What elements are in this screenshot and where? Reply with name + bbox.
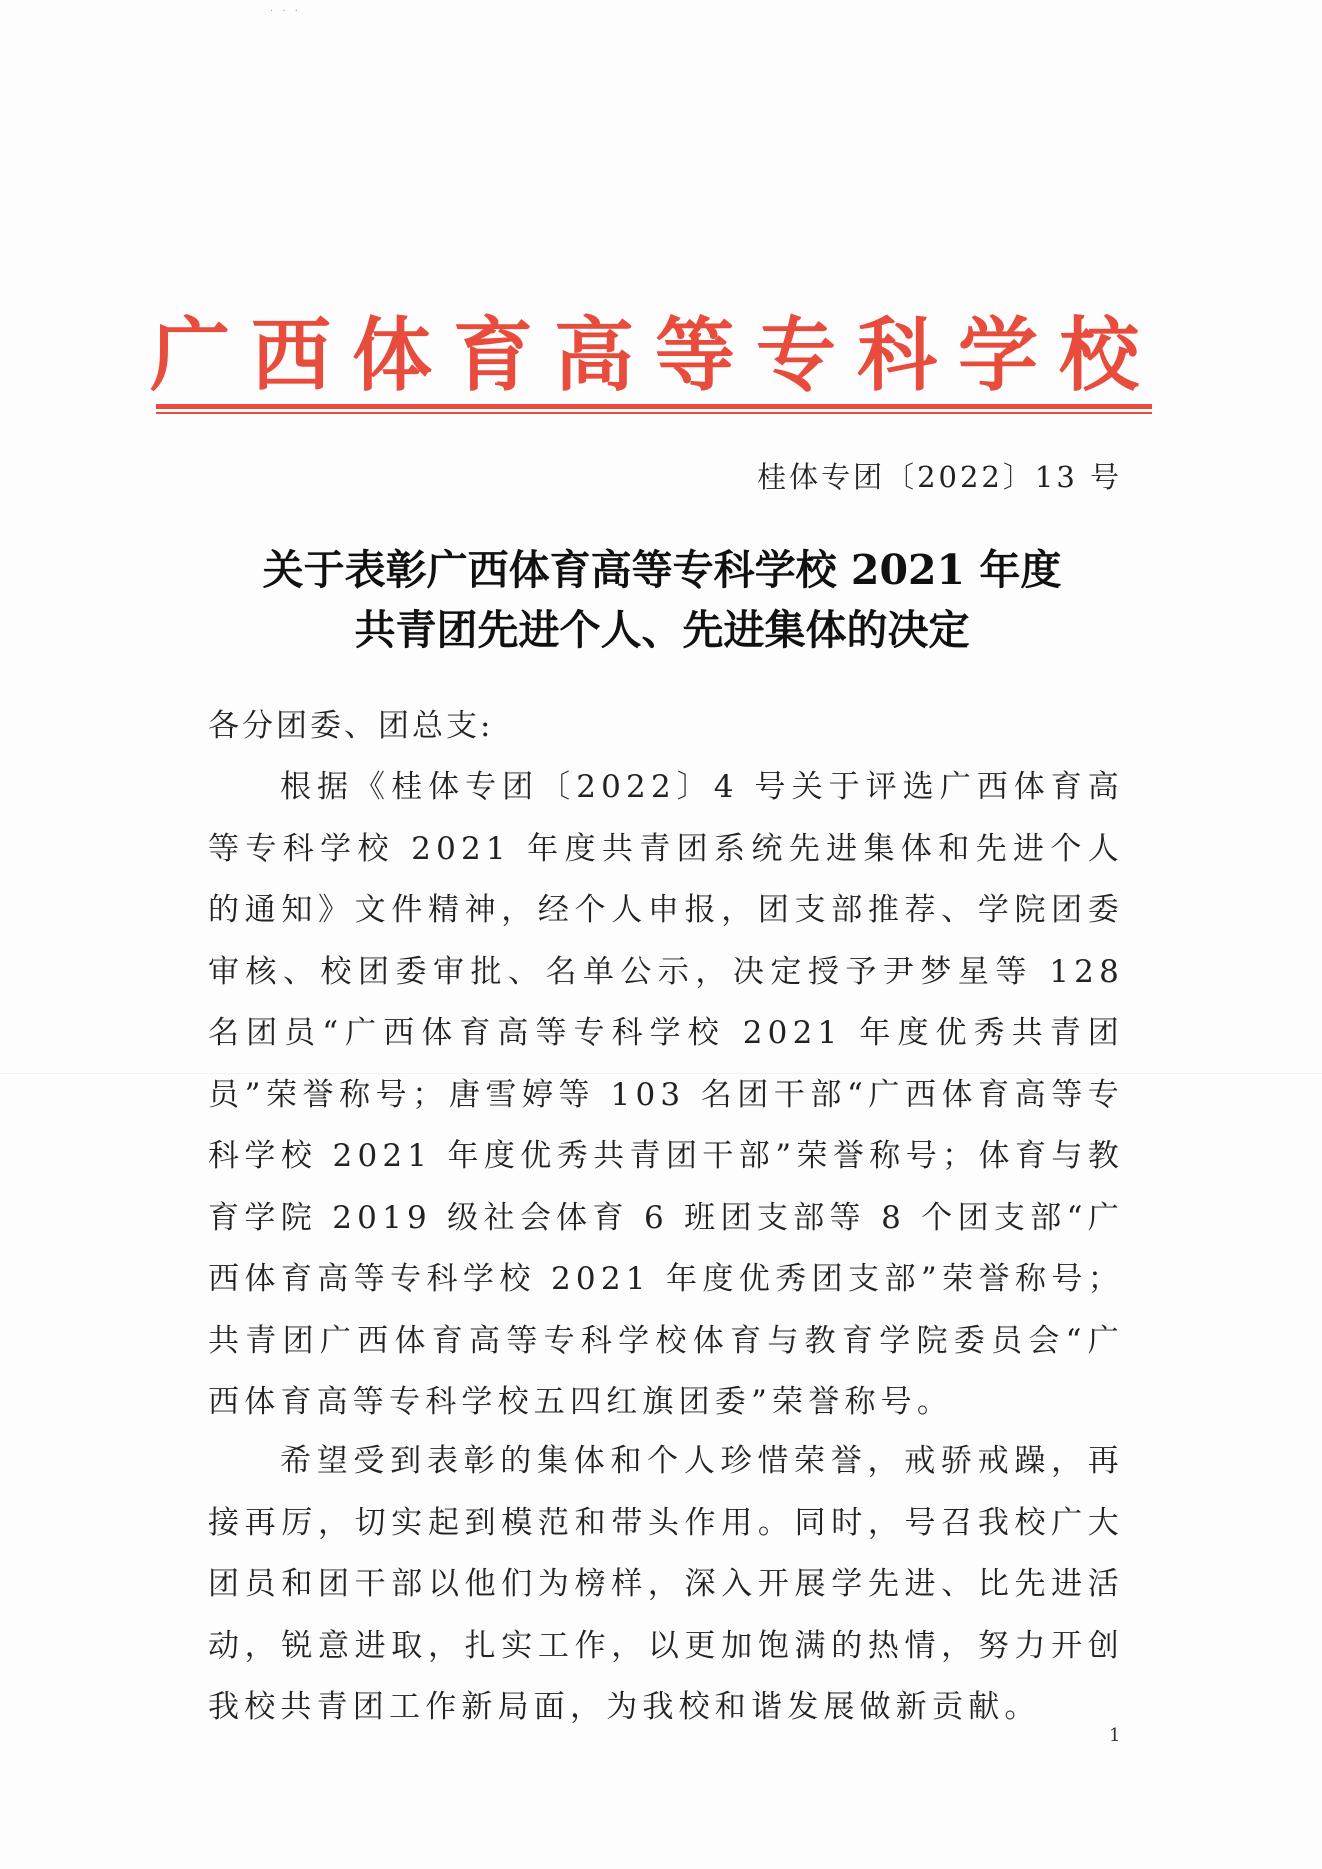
header-divider-thin — [156, 412, 1152, 414]
body-paragraph-1: 根据《桂体专团〔2022〕4 号关于评选广西体育高等专科学校 2021 年度共青团系统先进集体和先进个人的通知》文件精神，经个人申报，团支部推荐、学院团委审核、校团委审批、名单公示，决定授予尹梦星等 128 名团员“广西体育高等专科学校 2021 年度优秀共青团员”荣誉称号；唐雪婷等 103 名团干部“广西体育高等专科学校 2021 年度优秀共青团干部”荣誉称号；体育与教育学院 2019 级社会体育 6 班团支部等 8 个团支部“广西体育高等专科学校 2021 年度优秀团支部”荣誉称号；共青团广西体育高等专科学校体育与教育学院委员会“广西体育高等专科学校五四红旗团委”荣誉称号。 — [208, 769, 1124, 1420]
scan-artifact: · · · — [270, 6, 301, 17]
body-paragraph-2: 希望受到表彰的集体和个人珍惜荣誉，戒骄戒躁，再接再厉，切实起到模范和带头作用。同时，号召我校广大团员和团干部以他们为榜样，深入开展学先进、比先进活动，锐意进取，扎实工作，以更加饱满的热情，努力开创我校共青团工作新局面，为我校和谐发展做新贡献。 — [208, 1443, 1124, 1725]
scan-fold-line — [0, 1073, 1322, 1074]
salutation: 各分团委、团总支: — [208, 708, 494, 744]
title-line-2: 共青团先进个人、先进集体的决定 — [354, 606, 970, 654]
page-number: 1 — [1109, 1725, 1121, 1746]
title-line-1: 关于表彰广西体育高等专科学校 2021 年度 — [262, 546, 1062, 594]
document-title — [150, 540, 1174, 660]
document-number: 桂体专团〔2022〕13 号 — [757, 460, 1122, 494]
header-divider-thick — [156, 404, 1152, 409]
organization-header: 广西体育高等专科学校 — [150, 308, 1160, 402]
